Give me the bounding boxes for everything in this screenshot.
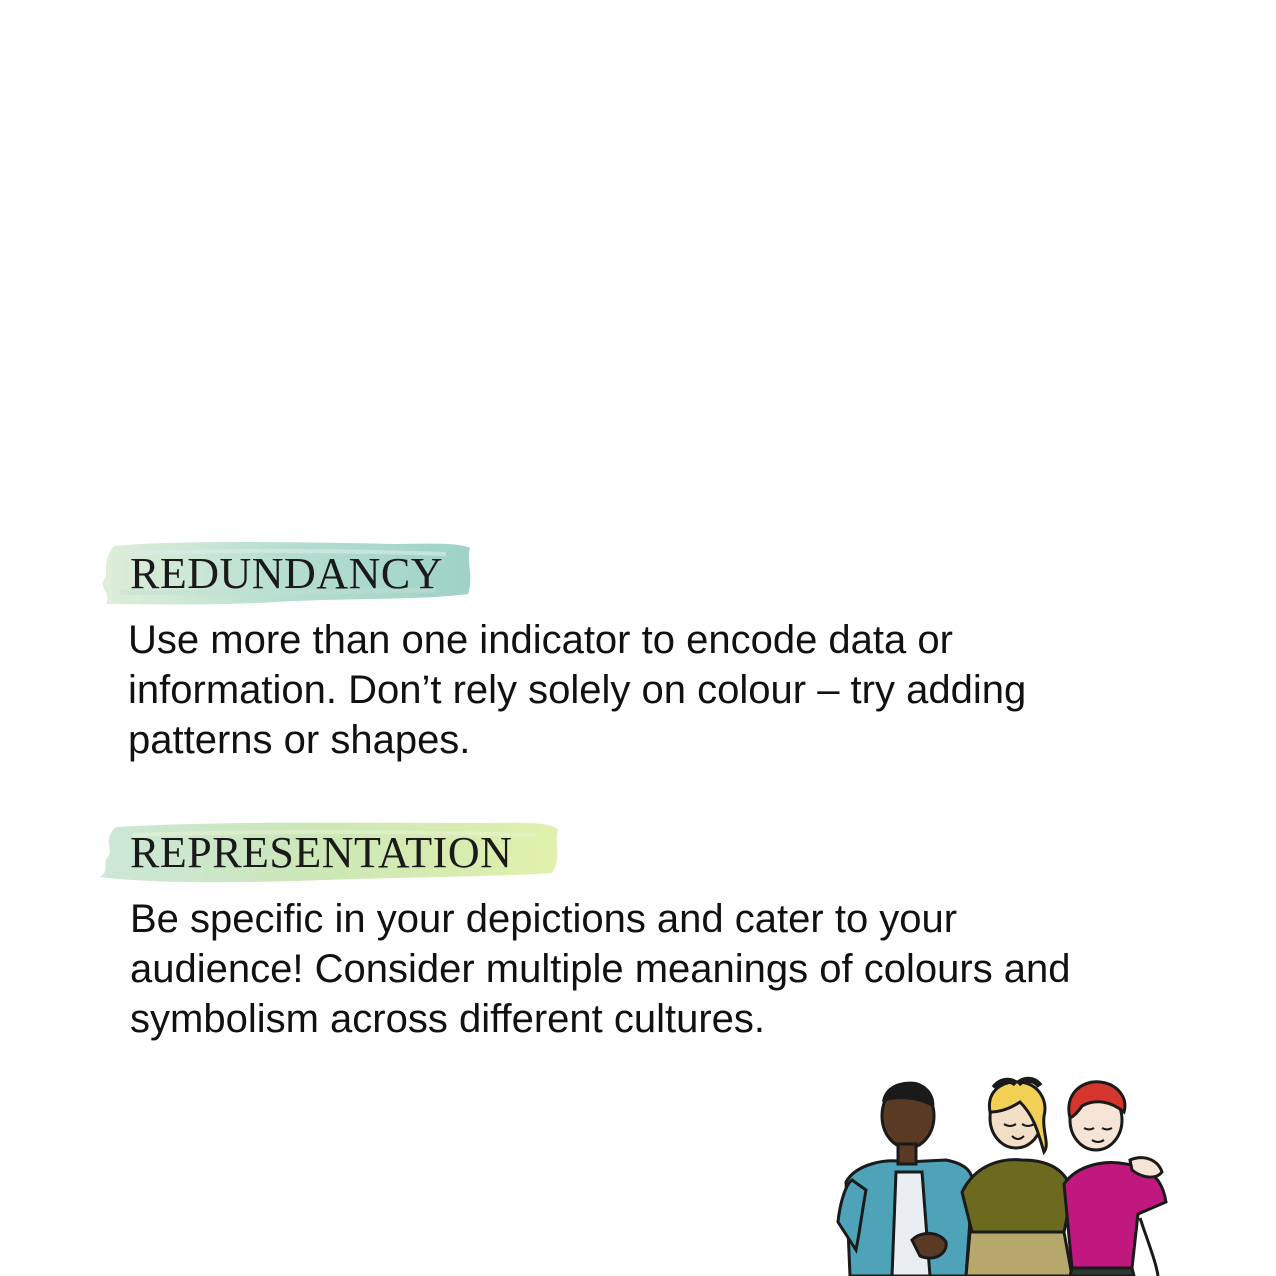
redundancy-heading: REDUNDANCY (130, 549, 443, 598)
representation-body: Be specific in your depictions and cater to your audience! Consider multiple meanings of colours and symbolism across different cultures. (130, 897, 1071, 1041)
representation-section (0, 815, 1276, 1041)
redundancy-heading-wrap (0, 536, 1276, 616)
person-right-icon (1064, 1082, 1166, 1276)
representation-heading: REPRESENTATION (130, 828, 513, 877)
three-friends-illustration-icon (826, 1072, 1176, 1276)
redundancy-body: Use more than one indicator to encode data or information. Don’t rely solely on colour – try adding patterns or shapes. (128, 618, 1027, 762)
representation-heading-wrap (0, 815, 1276, 895)
redundancy-section (0, 536, 1276, 762)
person-middle-icon (962, 1080, 1072, 1276)
person-left-icon (838, 1082, 973, 1276)
